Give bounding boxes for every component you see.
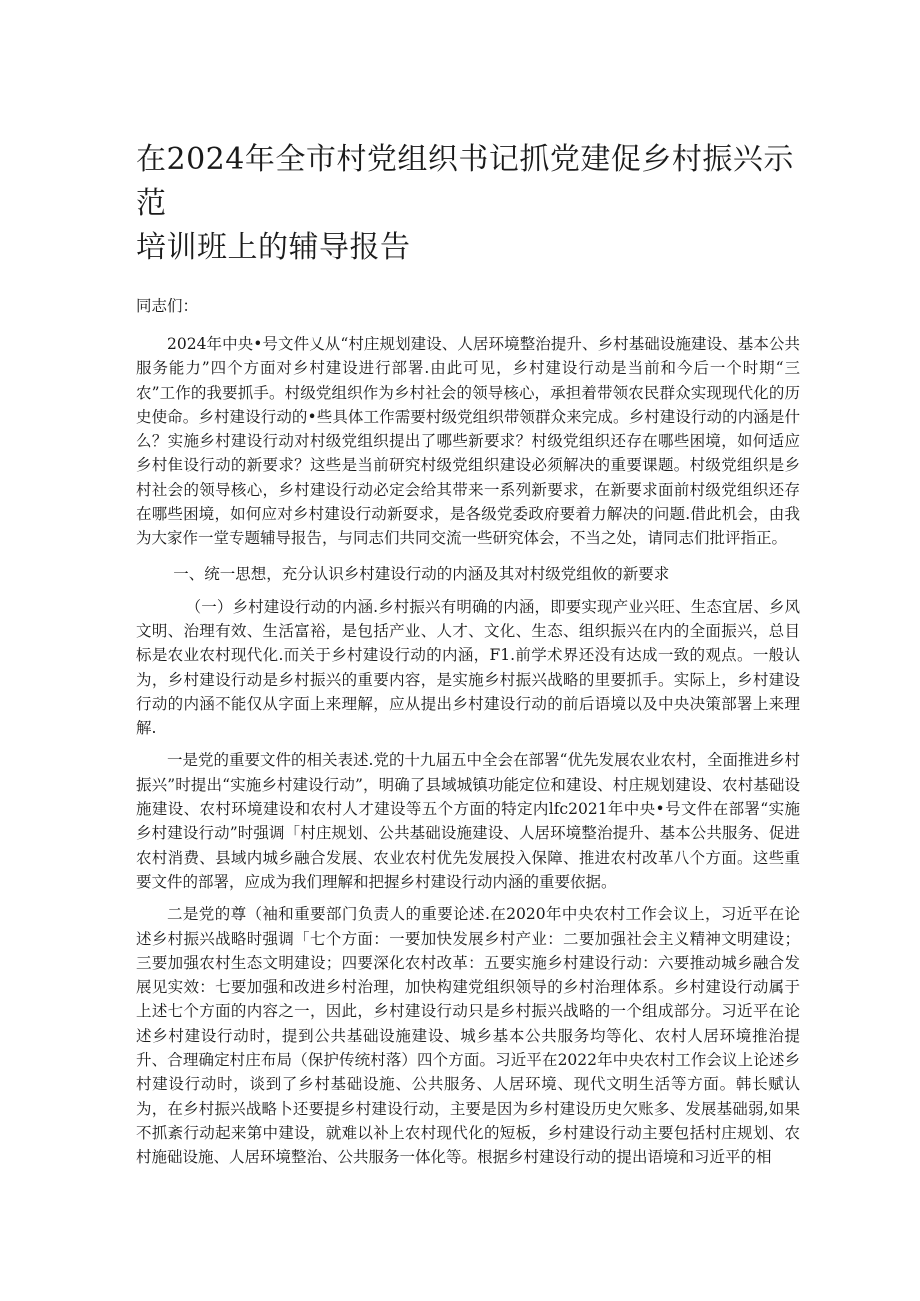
title-line-2: 培训班上的辅导报告 <box>136 230 411 265</box>
paragraph-point-1: 一是党的重要文件的相关表述.党的十九届五中全会在部署“优先发展农业农村，全面推进乡村振兴”时提出“实施乡村建设行动”，明确了县域城镇功能定位和建设、村庄规划建设、农村基础设施建设、农村环境建设和农村人才建设等五个方面的特定内lfc2021年中央•号文件在部署“实施乡村建设行动”时强调「村庄规划、公共基础设施建设、人居环境整治提升、基本公共服务、促进农村消费、县域内城乡融合发展、农业农村优先发展投入保障、推进农村改革八个方面。这些重要文件的部署，应成为我们理解和把握乡村建设行动内涵的重要依据。 <box>136 751 800 891</box>
paragraph-point-2: 二是党的尊（袖和重要部门负责人的重要论述.在2020年中央农村工作会议上，习近平在论述乡村振兴战略时强调「七个方面：一要加快发展乡村产业：二要加强社会主义精神文明建设；三要加强农村生态文明建设；四要深化农村改革：五要实施乡村建设行动：六要推动城乡融合发展见实效：七要加强和改进乡村治理，加快构建党组织领导的乡村治理体系。乡村建设行动属于上述七个方面的内容之一，因此，乡村建设行动只是乡村振兴战略的一个组成部分。习近平在论述乡村建设行动时，提到公共基础设施建设、城乡基本公共服务均等化、农村人居环境推治提升、合理确定村庄布局（保护传统村落）四个方面。习近平在2022年中央农村工作会议上论述乡村建设行动时，谈到了乡村基础设施、公共服务、人居环境、现代文明生活等方面。韩长赋认为，在乡村振兴战略卜还要提乡村建设行动，主要是因为乡村建设历史欠账多、发展基础弱,如果不抓紊行动起来第中建设，就难以补上农村现代化的短板，乡村建设行动主要包括村庄规划、农村施础设施、人居环境整治、公共服务一体化等。根据乡村建设行动的提出语境和习近平的相 <box>136 905 800 1167</box>
section-heading-1: 一、统一思想，充分认识乡村建设行动的内涵及其对村级党组攸的新要求 <box>173 564 670 583</box>
paragraph-subsection-1: （一）乡村建设行动的内涵.乡村振兴有明确的内涵，即要实现产业兴旺、生态宜居、乡风文明、治理有效、生活富裕，是包括产业、人才、文化、生态、组织振兴在内的全面振兴，总目标是农业农村现代化.而关于乡村建设行动的内涵，F1.前学术界还没有达成一致的观点。一般认为，乡村建设行动是乡村振兴的重要内容，是实施乡村振兴战略的里要抓手。实际上，乡村建设行动的内涵不能仅从字面上来理解，应从提出乡村建设行动的前后语境以及中央决策部署上来理解. <box>136 597 800 738</box>
paragraph-intro: 2024年中央•号文件乂从“村庄规划建设、人居环境整治提升、乡村基础设施建设、基本公共服务能力”四个方面对乡村建设进行部署.由此可见，乡村建设行动是当前和今后一个时期“三农”工作的我要抓手。村级党组织作为乡村社会的领导核心，承担着带领农民群众实现现代化的历史使命。乡村建设行动的•些具体工作需要村级党组织带领群众来完成。乡村建设行动的内涵是什么？实施乡村建设行动对村级党组织提出了哪些新要求？村级党组织还存在哪些困境，如何适应乡村隹设行动的新要求？这些是当前研究村级党组织建设必须解决的重要课题。村级党组织是乡村社会的领导核心，乡村建设行动必定会给其带来一系列新要求，在新要求面前村级党组织还存在哪些困境，如何应对乡村建设行动新耍求，是各级党委政府要着力解决的问题.借此机会，由我为大家作一堂专题辅导报告，与同志们共同交流一些研究体会，不当之处，请同志们批评指正。 <box>136 335 800 548</box>
document-title <box>136 0 800 270</box>
salutation: 同志们： <box>136 297 199 315</box>
title-line-1: 在2024年全市村党组织书记抓党建促乡村振兴示范 <box>136 142 794 221</box>
